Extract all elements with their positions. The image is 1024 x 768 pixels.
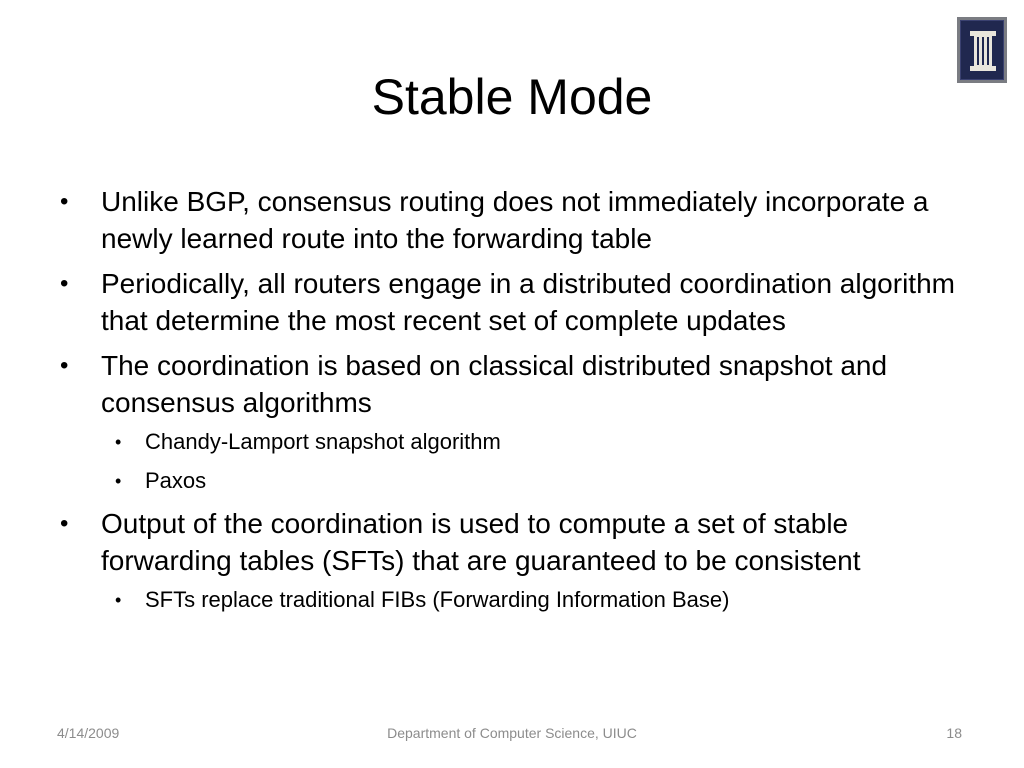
bullet-text: Periodically, all routers engage in a distributed coordination algorithm that determine the most recent set of complete updates xyxy=(101,268,955,336)
bullet-text: The coordination is based on classical distributed snapshot and consensus algorithms xyxy=(101,350,888,418)
bullet-item xyxy=(56,505,966,615)
bullet-dot-icon: • xyxy=(60,352,69,379)
sub-bullet-item xyxy=(101,585,966,615)
footer-page-number: 18 xyxy=(946,725,962,741)
footer-department: Department of Computer Science, UIUC xyxy=(387,725,637,741)
sub-bullet-dot-icon: • xyxy=(115,432,122,452)
bullet-item xyxy=(56,265,966,339)
sub-bullet-item xyxy=(101,427,966,457)
sub-bullet-list xyxy=(101,585,966,615)
sub-bullet-text: SFTs replace traditional FIBs (Forwarding Information Base) xyxy=(145,587,730,612)
bullet-text: Output of the coordination is used to compute a set of stable forwarding tables (SFTs) that are guaranteed to be consistent xyxy=(101,508,861,576)
sub-bullet-text: Paxos xyxy=(145,468,207,493)
sub-bullet-text: Chandy-Lamport snapshot algorithm xyxy=(145,429,501,454)
sub-bullet-dot-icon: • xyxy=(115,590,122,610)
bullet-dot-icon: • xyxy=(60,510,69,537)
bullet-item xyxy=(56,347,966,496)
slide-title: Stable Mode xyxy=(371,69,653,125)
bullet-list xyxy=(56,183,966,615)
sub-bullet-item xyxy=(101,466,966,496)
footer-date: 4/14/2009 xyxy=(57,725,120,741)
sub-bullet-dot-icon: • xyxy=(115,471,122,491)
bullet-item xyxy=(56,183,966,257)
bullet-dot-icon: • xyxy=(60,188,69,215)
bullet-dot-icon: • xyxy=(60,270,69,297)
sub-bullet-list xyxy=(101,427,966,496)
bullet-text: Unlike BGP, consensus routing does not immediately incorporate a newly learned route into the forwarding table xyxy=(101,186,929,254)
slide-body xyxy=(56,183,966,624)
